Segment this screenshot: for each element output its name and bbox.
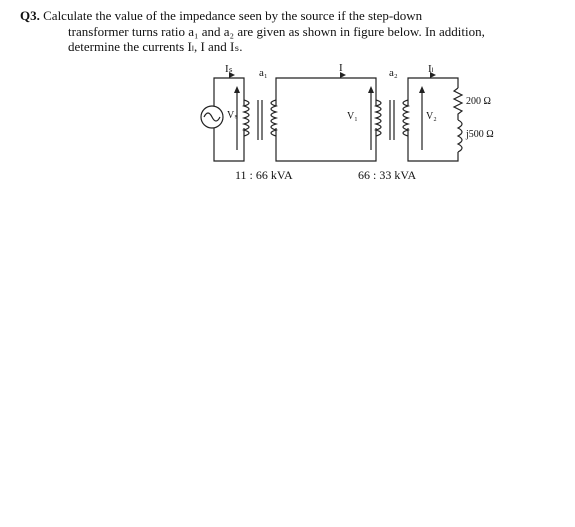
transformer1-primary-coil [244, 100, 249, 136]
label-is: Iₛ [225, 63, 233, 75]
rating-transformer-2: 66 : 33 kVA [358, 168, 417, 182]
source-sine-icon [204, 113, 220, 121]
label-i: I [339, 62, 343, 74]
transformer1-secondary-coil [271, 100, 276, 136]
rating-transformer-1: 11 : 66 kVA [235, 168, 293, 182]
middle-loop-wire [276, 78, 376, 161]
question-line-2: transformer turns ratio a₁ and a₂ are given as shown in figure below. In addition, [68, 23, 485, 39]
label-a2: a₂ [389, 67, 398, 79]
label-vs: Vₛ [227, 110, 238, 121]
question-line-3: determine the currents Iₗ, I and Iₛ. [68, 39, 243, 54]
label-v2: V₂ [426, 111, 437, 122]
label-il: Iₗ [428, 63, 434, 75]
load-resistor [454, 88, 462, 120]
load-inductor [458, 120, 462, 152]
label-a1: a₁ [259, 67, 268, 79]
question-number: Q3. [20, 8, 40, 23]
label-resistance: 200 Ω [466, 96, 491, 107]
question-line-1: Calculate the value of the impedance seen by the source if the step-down [43, 8, 423, 23]
vs-arrowhead [234, 86, 240, 93]
v2-arrowhead [419, 86, 425, 93]
v1-arrowhead [368, 86, 374, 93]
transformer2-secondary-coil [403, 100, 408, 136]
label-reactance: j500 Ω [466, 129, 494, 140]
label-v1: V₁ [347, 111, 358, 122]
transformer2-primary-coil [376, 100, 381, 136]
